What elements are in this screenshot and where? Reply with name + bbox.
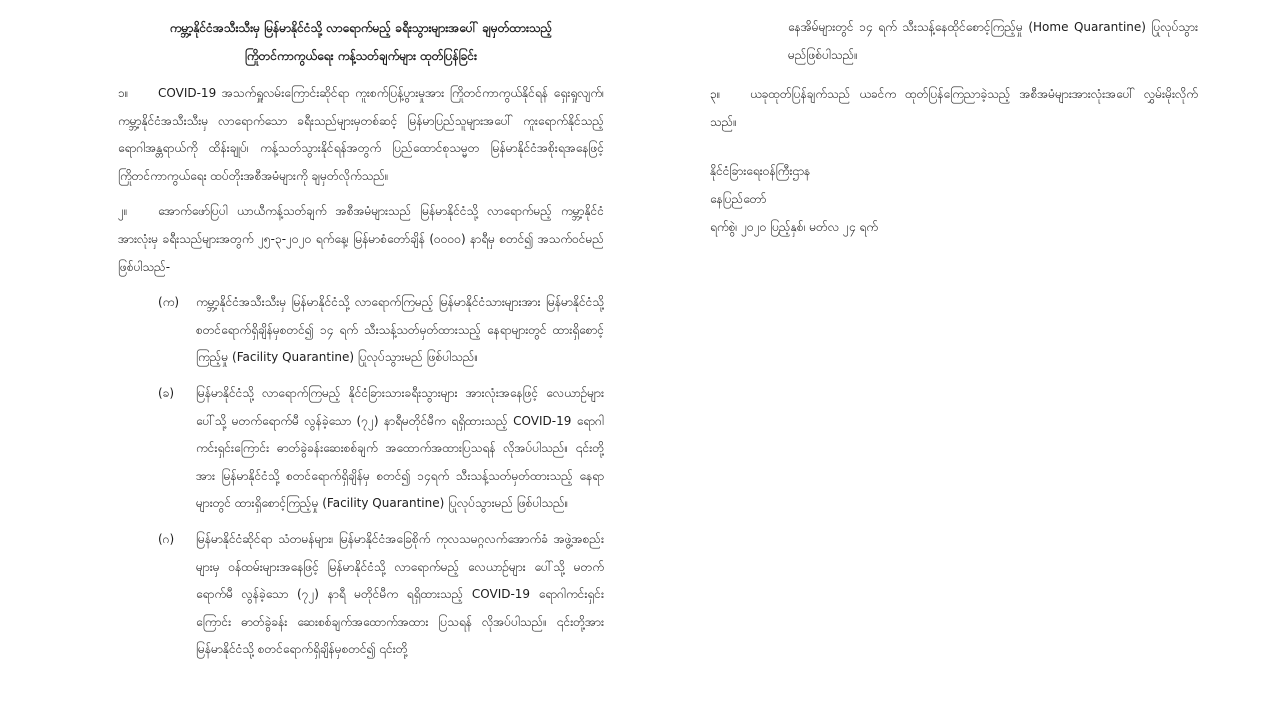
left-column: [118, 14, 604, 672]
paragraph-1-number: ၁။: [118, 86, 129, 100]
subclause-b-label: (ခ): [158, 385, 175, 400]
subclause-c-text: မြန်မာနိုင်ငံဆိုင်ရာ သံတမန်များ၊ မြန်မာနိုင်ငံအခြေစိုက် ကုလသမဂ္ဂလက်အောက်ခံ အဖွဲ့အစည်းများမှ ဝန်ထမ်းများအနေဖြင့် မြန်မာနိုင်ငံသို့ လာရောက်မည့် လေယာဉ်များ ပေါ်သို့ မတက်ရောက်မီ လွန်ခဲ့သော (၇၂) နာရီ မတိုင်မီက ရရှိထားသည့် COVID-19 ရောဂါကင်းရှင်းကြောင်း ဓာတ်ခွဲခန်း ဆေးစစ်ချက်အထောက်အထား ပြသရန် လိုအပ်ပါသည်။ ၎င်းတို့အား မြန်မာနိုင်ငံသို့ စတင်ရောက်ရှိချိန်မှစတင်၍ ၎င်းတို့: [196, 531, 605, 657]
title-line-2: ကြိုတင်ကာကွယ်ရေး ကန့်သတ်ချက်များ ထုတ်ပြန်ခြင်း: [244, 49, 478, 63]
subclause-c-label: (ဂ): [158, 531, 175, 546]
signature-place: နေပြည်တော်: [710, 191, 767, 206]
paragraph-2: [118, 198, 604, 281]
subclause-a: [118, 289, 604, 372]
signature-ministry: နိုင်ငံခြားရေးဝန်ကြီးဌာန: [710, 164, 811, 179]
paragraph-3: [710, 81, 1198, 136]
subclause-b: [118, 380, 604, 518]
paragraph-3-text: ယခုထုတ်ပြန်ချက်သည် ယခင်က ထုတ်ပြန်ကြေညာခဲ့သည့် အစီအမံများအားလုံးအပေါ် လွှမ်းမိုးလိုက်သည်။: [710, 87, 1198, 129]
paragraph-1-text: COVID-19 အသက်ရှူလမ်းကြောင်းဆိုင်ရာ ကူးစက်ပြန့်ပွားမှုအား ကြိုတင်ကာကွယ်နိုင်ရန် ရှေးရှုလျက်၊ ကမ္ဘာ့နိုင်ငံအသီးသီးမှ လာရောက်သော ခရီးသည်များမှတစ်ဆင့် မြန်မာပြည်သူများအပေါ် ကူးရောက်နိုင်သည့် ရောဂါအန္တရာယ်ကို ထိန်းချုပ်၊ ကန့်သတ်သွားနိုင်ရန်အတွက် ပြည်ထောင်စုသမ္မတ မြန်မာနိုင်ငံအစိုးရအနေဖြင့် ကြိုတင်ကာကွယ်ရေး ထပ်တိုးအစီအမံများကို ချမှတ်လိုက်သည်။: [118, 86, 604, 183]
subclause-b-text: မြန်မာနိုင်ငံသို့ လာရောက်ကြမည့် နိုင်ငံခြားသားခရီးသွားများ အားလုံးအနေဖြင့် လေယာဉ်များပေါ်သို့ မတက်ရောက်မီ လွန်ခဲ့သော (၇၂) နာရီမတိုင်မီက ရရှိထားသည့် COVID-19 ရောဂါကင်းရှင်းကြောင်း ဓာတ်ခွဲခန်းဆေးစစ်ချက် အထောက်အထားပြသရန် လိုအပ်ပါသည်။ ၎င်းတို့အား မြန်မာနိုင်ငံသို့ စတင်ရောက်ရှိချိန်မှ စတင်၍ ၁၄ရက် သီးသန့်သတ်မှတ်ထားသည့် နေရာများတွင် ထားရှိစောင့်ကြည့်မှု (Facility Quarantine) ပြုလုပ်သွားမည် ဖြစ်ပါသည်။: [196, 385, 604, 511]
paragraph-2-text: အောက်ဖော်ပြပါ ယာယီကန့်သတ်ချက် အစီအမံများသည် မြန်မာနိုင်ငံသို့ လာရောက်မည့် ကမ္ဘာ့နိုင်ငံအားလုံးမှ ခရီးသည်များအတွက် ၂၅-၃-၂၀၂၀ ရက်နေ့၊ မြန်မာစံတော်ချိန် (၀၀၀၀) နာရီမှ စတင်၍ အသက်ဝင်မည်ဖြစ်ပါသည်-: [118, 204, 604, 274]
subclause-a-text: ကမ္ဘာ့နိုင်ငံအသီးသီးမှ မြန်မာနိုင်ငံသို့ လာရောက်ကြမည့် မြန်မာနိုင်ငံသားများအား မြန်မာနိုင်ငံသို့ စတင်ရောက်ရှိချိန်မှစတင်၍ ၁၄ ရက် သီးသန့်သတ်မှတ်ထားသည့် နေရာများတွင် ထားရှိစောင့်ကြည့်မှု (Facility Quarantine) ပြုလုပ်သွားမည် ဖြစ်ပါသည်။: [196, 295, 604, 365]
signature-block: [710, 158, 1198, 241]
right-column: [710, 14, 1198, 241]
paragraph-2-number: ၂။: [118, 204, 128, 219]
signature-date: ရက်စွဲ၊ ၂၀၂၀ ပြည့်နှစ်၊ မတ်လ ၂၄ ရက်: [710, 219, 879, 234]
paragraph-1: [118, 80, 604, 190]
document-title: [118, 14, 604, 70]
subclause-a-label: (က): [158, 295, 180, 310]
subclause-c-continuation: နေအိမ်များတွင် ၁၄ ရက် သီးသန့်နေထိုင်စောင့်ကြည့်မှု (Home Quarantine) ပြုလုပ်သွားမည်ဖြစ်ပါသည်။: [788, 20, 1198, 62]
title-line-1: ကမ္ဘာ့နိုင်ငံအသီးသီးမှ မြန်မာနိုင်ငံသို့ လာရောက်မည့် ခရီးသွားများအပေါ် ချမှတ်ထားသည့်: [169, 21, 553, 35]
paragraph-3-number: ၃။: [710, 87, 721, 102]
subclause-c: [118, 526, 604, 664]
